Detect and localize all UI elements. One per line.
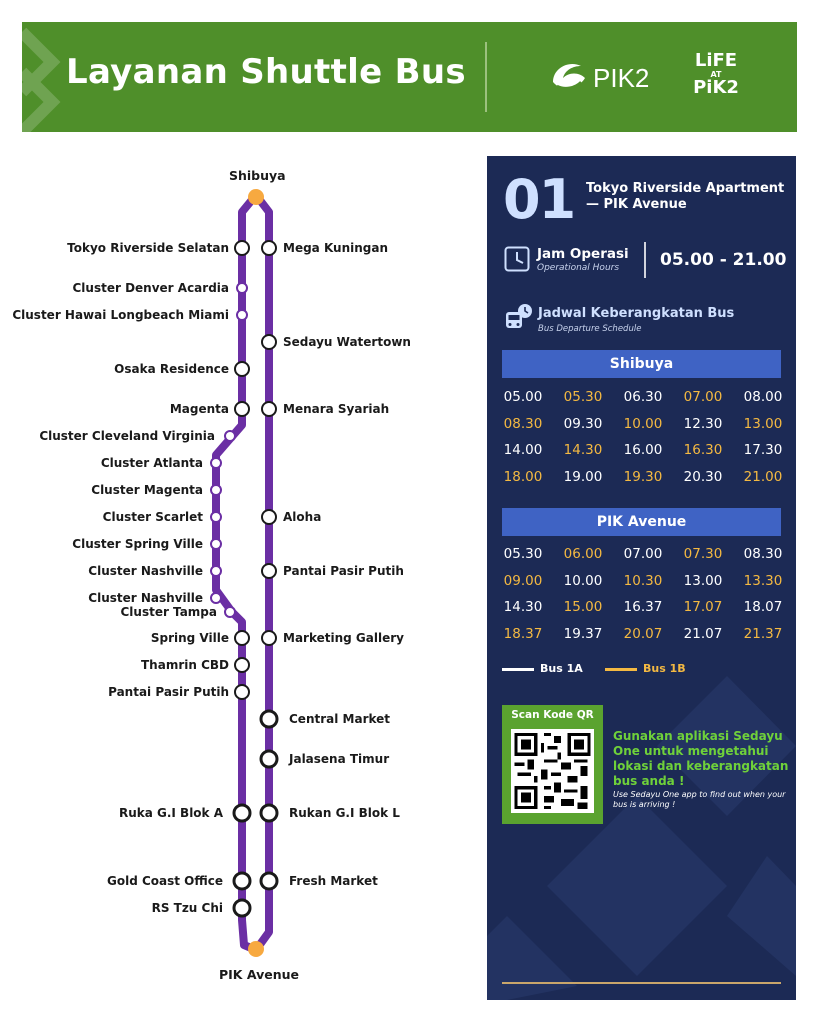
route-number: 01	[503, 168, 575, 231]
stop-label-left: Tokyo Riverside Selatan	[67, 241, 229, 255]
departure-time-bus-1b: 20.07	[623, 625, 663, 642]
stop-dot	[234, 873, 250, 889]
stop-dot	[225, 431, 235, 441]
departure-time-bus-1a: 16.00	[623, 442, 663, 459]
stop-dot	[235, 658, 249, 672]
stop-label-left: Cluster Hawai Longbeach Miami	[12, 308, 229, 322]
departure-time-bus-1a: 19.00	[563, 468, 603, 485]
departure-time-bus-1b: 13.30	[743, 572, 783, 589]
stop-label-right: Marketing Gallery	[283, 631, 404, 645]
header-banner	[22, 22, 797, 132]
departure-time-bus-1b: 10.00	[623, 415, 663, 432]
departure-time-bus-1b: 21.37	[743, 625, 783, 642]
stop-label-left: Cluster Spring Ville	[72, 537, 203, 551]
stop-dot	[235, 631, 249, 645]
life-at-pik2-logo	[686, 52, 746, 106]
operational-hours-subtitle: Operational Hours	[537, 263, 620, 273]
departure-time-bus-1b: 18.00	[503, 468, 543, 485]
departure-time-bus-1b: 16.30	[683, 442, 723, 459]
departure-time-bus-1b: 15.00	[563, 599, 603, 616]
qr-code-box[interactable]	[502, 705, 603, 824]
departure-time-bus-1a: 19.37	[563, 625, 603, 642]
stop-label-right: Jalasena Timur	[289, 752, 390, 766]
departure-time-bus-1a: 16.37	[623, 599, 663, 616]
operational-divider	[644, 242, 646, 278]
stop-dot	[262, 631, 276, 645]
schedule-row	[493, 621, 793, 648]
stop-label-left: Cluster Nashville	[88, 564, 203, 578]
stop-label-left: Ruka G.I Blok A	[118, 806, 223, 820]
schedule-row	[493, 411, 793, 438]
departure-time-bus-1a: 17.30	[743, 442, 783, 459]
operational-hours-title: Jam Operasi	[537, 246, 629, 262]
departure-time-bus-1a: 21.07	[683, 625, 723, 642]
life-logo-mid: AT	[710, 70, 722, 79]
departure-time-bus-1a: 20.30	[683, 468, 723, 485]
pik2-logo	[547, 56, 662, 100]
stop-label-right: Mega Kuningan	[283, 241, 389, 255]
stop-dot	[235, 402, 249, 416]
legend-label-1a: Bus 1A	[540, 662, 583, 675]
stop-dot	[235, 685, 249, 699]
stop-dot	[211, 539, 221, 549]
departure-time-bus-1a: 18.07	[743, 599, 783, 616]
stop-label-right: Pantai Pasir Putih	[283, 564, 404, 578]
schedule-subtitle: Bus Departure Schedule	[538, 324, 642, 334]
schedule-row	[493, 464, 793, 491]
operational-hours-value: 05.00 - 21.00	[660, 250, 787, 270]
stop-dot	[262, 335, 276, 349]
header-divider	[485, 42, 487, 112]
terminal-dot-start	[248, 189, 264, 205]
departure-time-bus-1b: 06.00	[563, 546, 603, 563]
stop-dot	[237, 283, 247, 293]
route-name: Tokyo Riverside Apartment — PIK Avenue	[586, 181, 785, 212]
legend-bus-1a	[502, 662, 583, 675]
stop-dot	[211, 485, 221, 495]
stop-label-left: Cluster Magenta	[91, 483, 203, 497]
legend-line-1b	[605, 668, 637, 671]
page-title: Layanan Shuttle Bus	[66, 52, 466, 92]
departure-time-bus-1b: 13.00	[743, 415, 783, 432]
terminal-dot-end	[248, 941, 264, 957]
schedule-row	[493, 437, 793, 464]
route-map	[0, 150, 460, 1010]
legend-line-1a	[502, 668, 534, 671]
legend-bus-1b	[605, 662, 686, 675]
stop-label-left: Spring Ville	[150, 631, 229, 645]
bus-clock-icon	[504, 303, 534, 333]
stop-dot	[211, 512, 221, 522]
qr-title: Scan Kode QR	[511, 709, 594, 721]
stop-label-left: Cluster Denver Acardia	[72, 281, 229, 295]
stop-dot	[262, 241, 276, 255]
stop-dot	[237, 310, 247, 320]
departure-time-bus-1a: 05.00	[503, 389, 543, 406]
departure-time-bus-1a: 05.30	[503, 546, 543, 563]
departure-time-bus-1b: 09.00	[503, 572, 543, 589]
stop-label-left: RS Tzu Chi	[151, 901, 223, 915]
departure-time-bus-1a: 14.30	[503, 599, 543, 616]
stop-label-right: Fresh Market	[289, 874, 378, 888]
stop-label-left: Magenta	[169, 402, 229, 416]
stop-label-left: Osaka Residence	[114, 362, 229, 376]
bottom-rule	[502, 982, 781, 984]
stop-dot	[234, 805, 250, 821]
stop-dot	[262, 402, 276, 416]
legend-label-1b: Bus 1B	[643, 662, 686, 675]
pik2-emblem-icon	[547, 56, 589, 98]
departure-time-bus-1a: 07.00	[623, 546, 663, 563]
stop-dot	[225, 607, 235, 617]
departure-time-bus-1b: 18.37	[503, 625, 543, 642]
departure-time-bus-1b: 05.30	[563, 389, 603, 406]
stop-label-right: Rukan G.I Blok L	[289, 806, 400, 820]
terminal-label-start: Shibuya	[229, 168, 286, 183]
stop-dot	[234, 900, 250, 916]
stop-label-left: Gold Coast Office	[106, 874, 223, 888]
schedule-grid-shibuya	[493, 384, 793, 490]
schedule-row	[493, 541, 793, 568]
stop-dot	[261, 751, 277, 767]
terminal-label-end: PIK Avenue	[219, 967, 299, 982]
stop-dot	[235, 241, 249, 255]
stop-dot	[211, 593, 221, 603]
stop-dot	[235, 362, 249, 376]
stop-label-left: Cluster Atlanta	[100, 456, 203, 470]
departure-time-bus-1b: 14.30	[563, 442, 603, 459]
departure-time-bus-1a: 08.30	[743, 546, 783, 563]
stop-dot	[261, 873, 277, 889]
departure-time-bus-1b: 10.30	[623, 572, 663, 589]
schedule-origin-bar: Shibuya	[502, 350, 781, 378]
stop-dot	[211, 566, 221, 576]
stop-label-right: Menara Syariah	[283, 402, 390, 416]
departure-time-bus-1a: 12.30	[683, 415, 723, 432]
schedule-row	[493, 568, 793, 595]
departure-time-bus-1a: 10.00	[563, 572, 603, 589]
life-logo-top: LiFE	[694, 50, 738, 71]
life-logo-bottom: PiK2	[693, 77, 739, 98]
stop-label-right: Aloha	[283, 510, 322, 524]
stop-dot	[211, 458, 221, 468]
schedule-panel	[487, 156, 796, 1000]
stop-dot	[262, 564, 276, 578]
departure-time-bus-1b: 07.30	[683, 546, 723, 563]
stop-label-left: Cluster Cleveland Virginia	[39, 429, 215, 443]
stop-dot	[261, 805, 277, 821]
qr-instruction-english: Use Sedayu One app to find out when your bus is arriving !	[613, 790, 786, 809]
departure-time-bus-1b: 17.07	[683, 599, 723, 616]
departure-time-bus-1a: 06.30	[623, 389, 663, 406]
stop-label-left: Cluster Tampa	[120, 605, 217, 619]
departure-time-bus-1a: 14.00	[503, 442, 543, 459]
schedule-title: Jadwal Keberangkatan Bus	[538, 306, 735, 321]
qr-code-icon[interactable]	[511, 729, 594, 813]
stop-label-left: Cluster Nashville	[88, 591, 203, 605]
clock-icon	[504, 246, 530, 272]
schedule-row	[493, 594, 793, 621]
stop-label-left: Thamrin CBD	[141, 658, 229, 672]
stop-dot	[262, 510, 276, 524]
qr-instruction-text: Gunakan aplikasi Sedayu One untuk mengetahui lokasi dan keberangkatan bus anda !	[613, 729, 789, 788]
schedule-row	[493, 384, 793, 411]
departure-time-bus-1b: 19.30	[623, 468, 663, 485]
stop-label-left: Cluster Scarlet	[102, 510, 203, 524]
departure-time-bus-1b: 21.00	[743, 468, 783, 485]
schedule-origin-bar: PIK Avenue	[502, 508, 781, 536]
departure-time-bus-1b: 08.30	[503, 415, 543, 432]
stop-label-left: Pantai Pasir Putih	[108, 685, 229, 699]
departure-time-bus-1b: 07.00	[683, 389, 723, 406]
stop-label-right: Central Market	[289, 712, 391, 726]
pik2-logo-text: PIK2	[593, 63, 650, 93]
schedule-grid-pik-avenue	[493, 541, 793, 647]
departure-time-bus-1a: 08.00	[743, 389, 783, 406]
stop-dot	[261, 711, 277, 727]
stop-label-right: Sedayu Watertown	[283, 335, 411, 349]
departure-time-bus-1a: 09.30	[563, 415, 603, 432]
departure-time-bus-1a: 13.00	[683, 572, 723, 589]
